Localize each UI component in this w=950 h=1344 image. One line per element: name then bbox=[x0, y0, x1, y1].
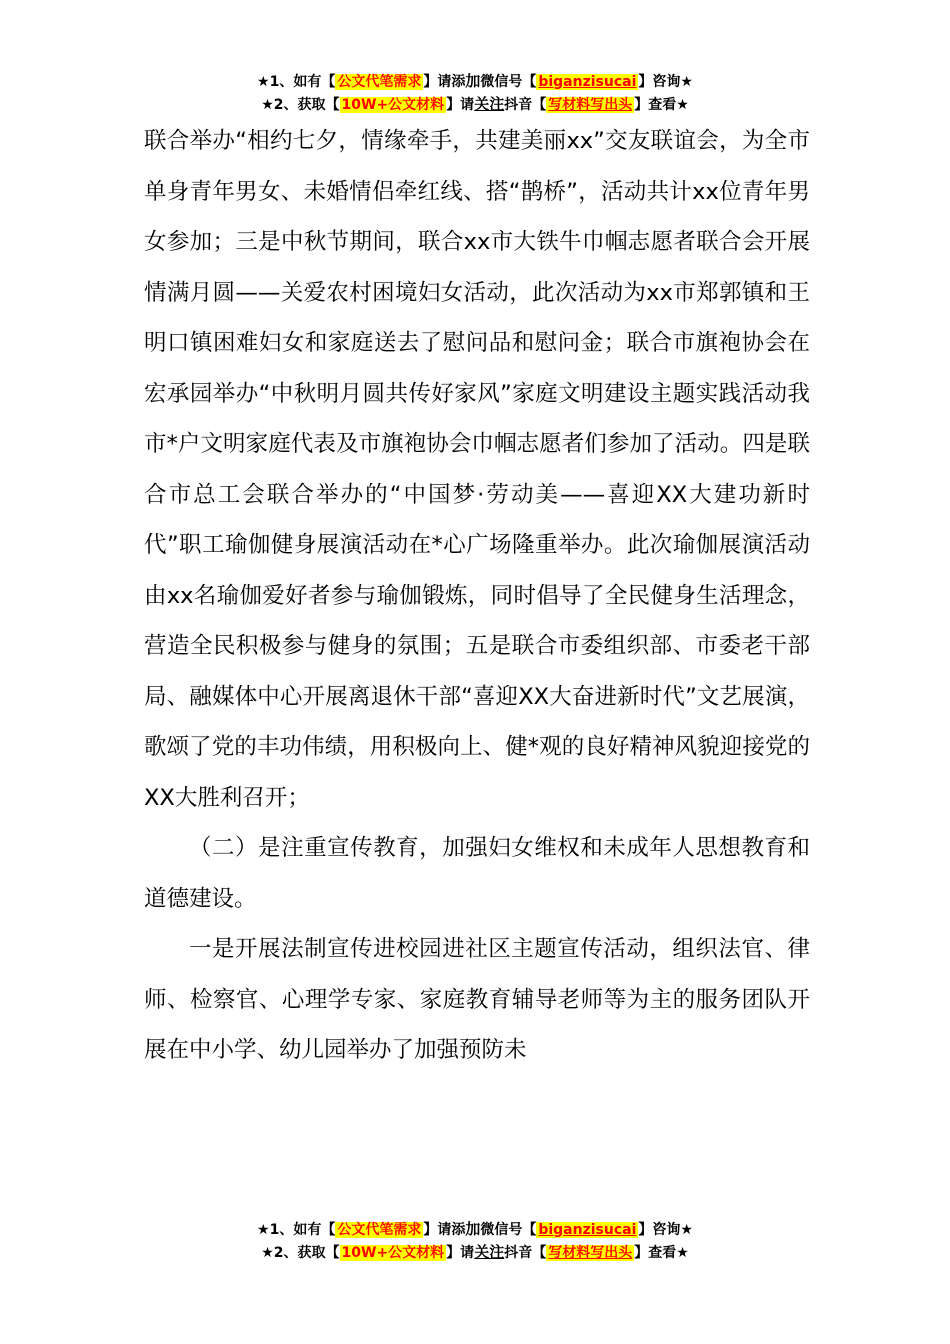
highlight-douyin: 写材料写出头 bbox=[548, 1245, 633, 1261]
banner-line-1: ★1、如有【 公文代笔需求 】请添加微信号【 biganzisucai 】咨询★ bbox=[257, 1220, 693, 1238]
highlight-wechat-id: biganzisucai bbox=[538, 74, 637, 90]
highlight-materials: 10W+公文材料 bbox=[341, 97, 445, 113]
paragraph: 一是开展法制宣传进校园进社区主题宣传活动，组织法官、律师、检察官、心理学专家、家庭教育辅导老师等为主的服务团队开展在中小学、幼儿园举办了加强预防未 bbox=[144, 936, 810, 1063]
banner-line-2: ★2、获取【 10W+公文材料 】请关注抖音【 写材料写出头 】查看★ bbox=[261, 1243, 689, 1261]
footer-banner bbox=[0, 1218, 950, 1264]
highlight-douyin: 写材料写出头 bbox=[548, 97, 633, 113]
highlight-materials: 10W+公文材料 bbox=[341, 1245, 445, 1261]
section-heading: （二）是注重宣传教育，加强妇女维权和未成年人思想教育和道德建设。 bbox=[144, 835, 810, 912]
document-body bbox=[144, 116, 810, 1076]
highlight-service: 公文代笔需求 bbox=[337, 74, 422, 90]
highlight-service: 公文代笔需求 bbox=[337, 1222, 422, 1238]
banner-line-1: ★1、如有【 公文代笔需求 】请添加微信号【 biganzisucai 】咨询★ bbox=[257, 72, 693, 90]
header-banner bbox=[0, 70, 950, 116]
paragraph: 联合举办“相约七夕，情缘牵手，共建美丽xx”交友联谊会，为全市单身青年男女、未婚情侣牵红线、搭“鹊桥”，活动共计xx位青年男女参加；三是中秋节期间，联合xx市大铁牛巾帼志愿者联合会开展情满月圆——关爱农村困境妇女活动，此次活动为xx市郑郭镇和王明口镇困难妇女和家庭送去了慰问品和慰问金；联合市旗袍协会在宏承园举办“中秋明月圆共传好家风”家庭文明建设主题实践活动我市*户文明家庭代表及市旗袍协会巾帼志愿者们参加了活动。四是联合市总工会联合举办的“中国梦·劳动美——喜迎XX大建功新时代”职工瑜伽健身展演活动在*心广场隆重举办。此次瑜伽展演活动由xx名瑜伽爱好者参与瑜伽锻炼，同时倡导了全民健身生活理念，营造全民积极参与健身的氛围；五是联合市委组织部、市委老干部局、融媒体中心开展离退休干部“喜迎XX大奋进新时代”文艺展演，歌颂了党的丰功伟绩，用积极向上、健*观的良好精神风貌迎接党的XX大胜利召开； bbox=[144, 128, 810, 811]
highlight-wechat-id: biganzisucai bbox=[538, 1222, 637, 1238]
banner-line-2: ★2、获取【 10W+公文材料 】请关注抖音【 写材料写出头 】查看★ bbox=[261, 95, 689, 113]
